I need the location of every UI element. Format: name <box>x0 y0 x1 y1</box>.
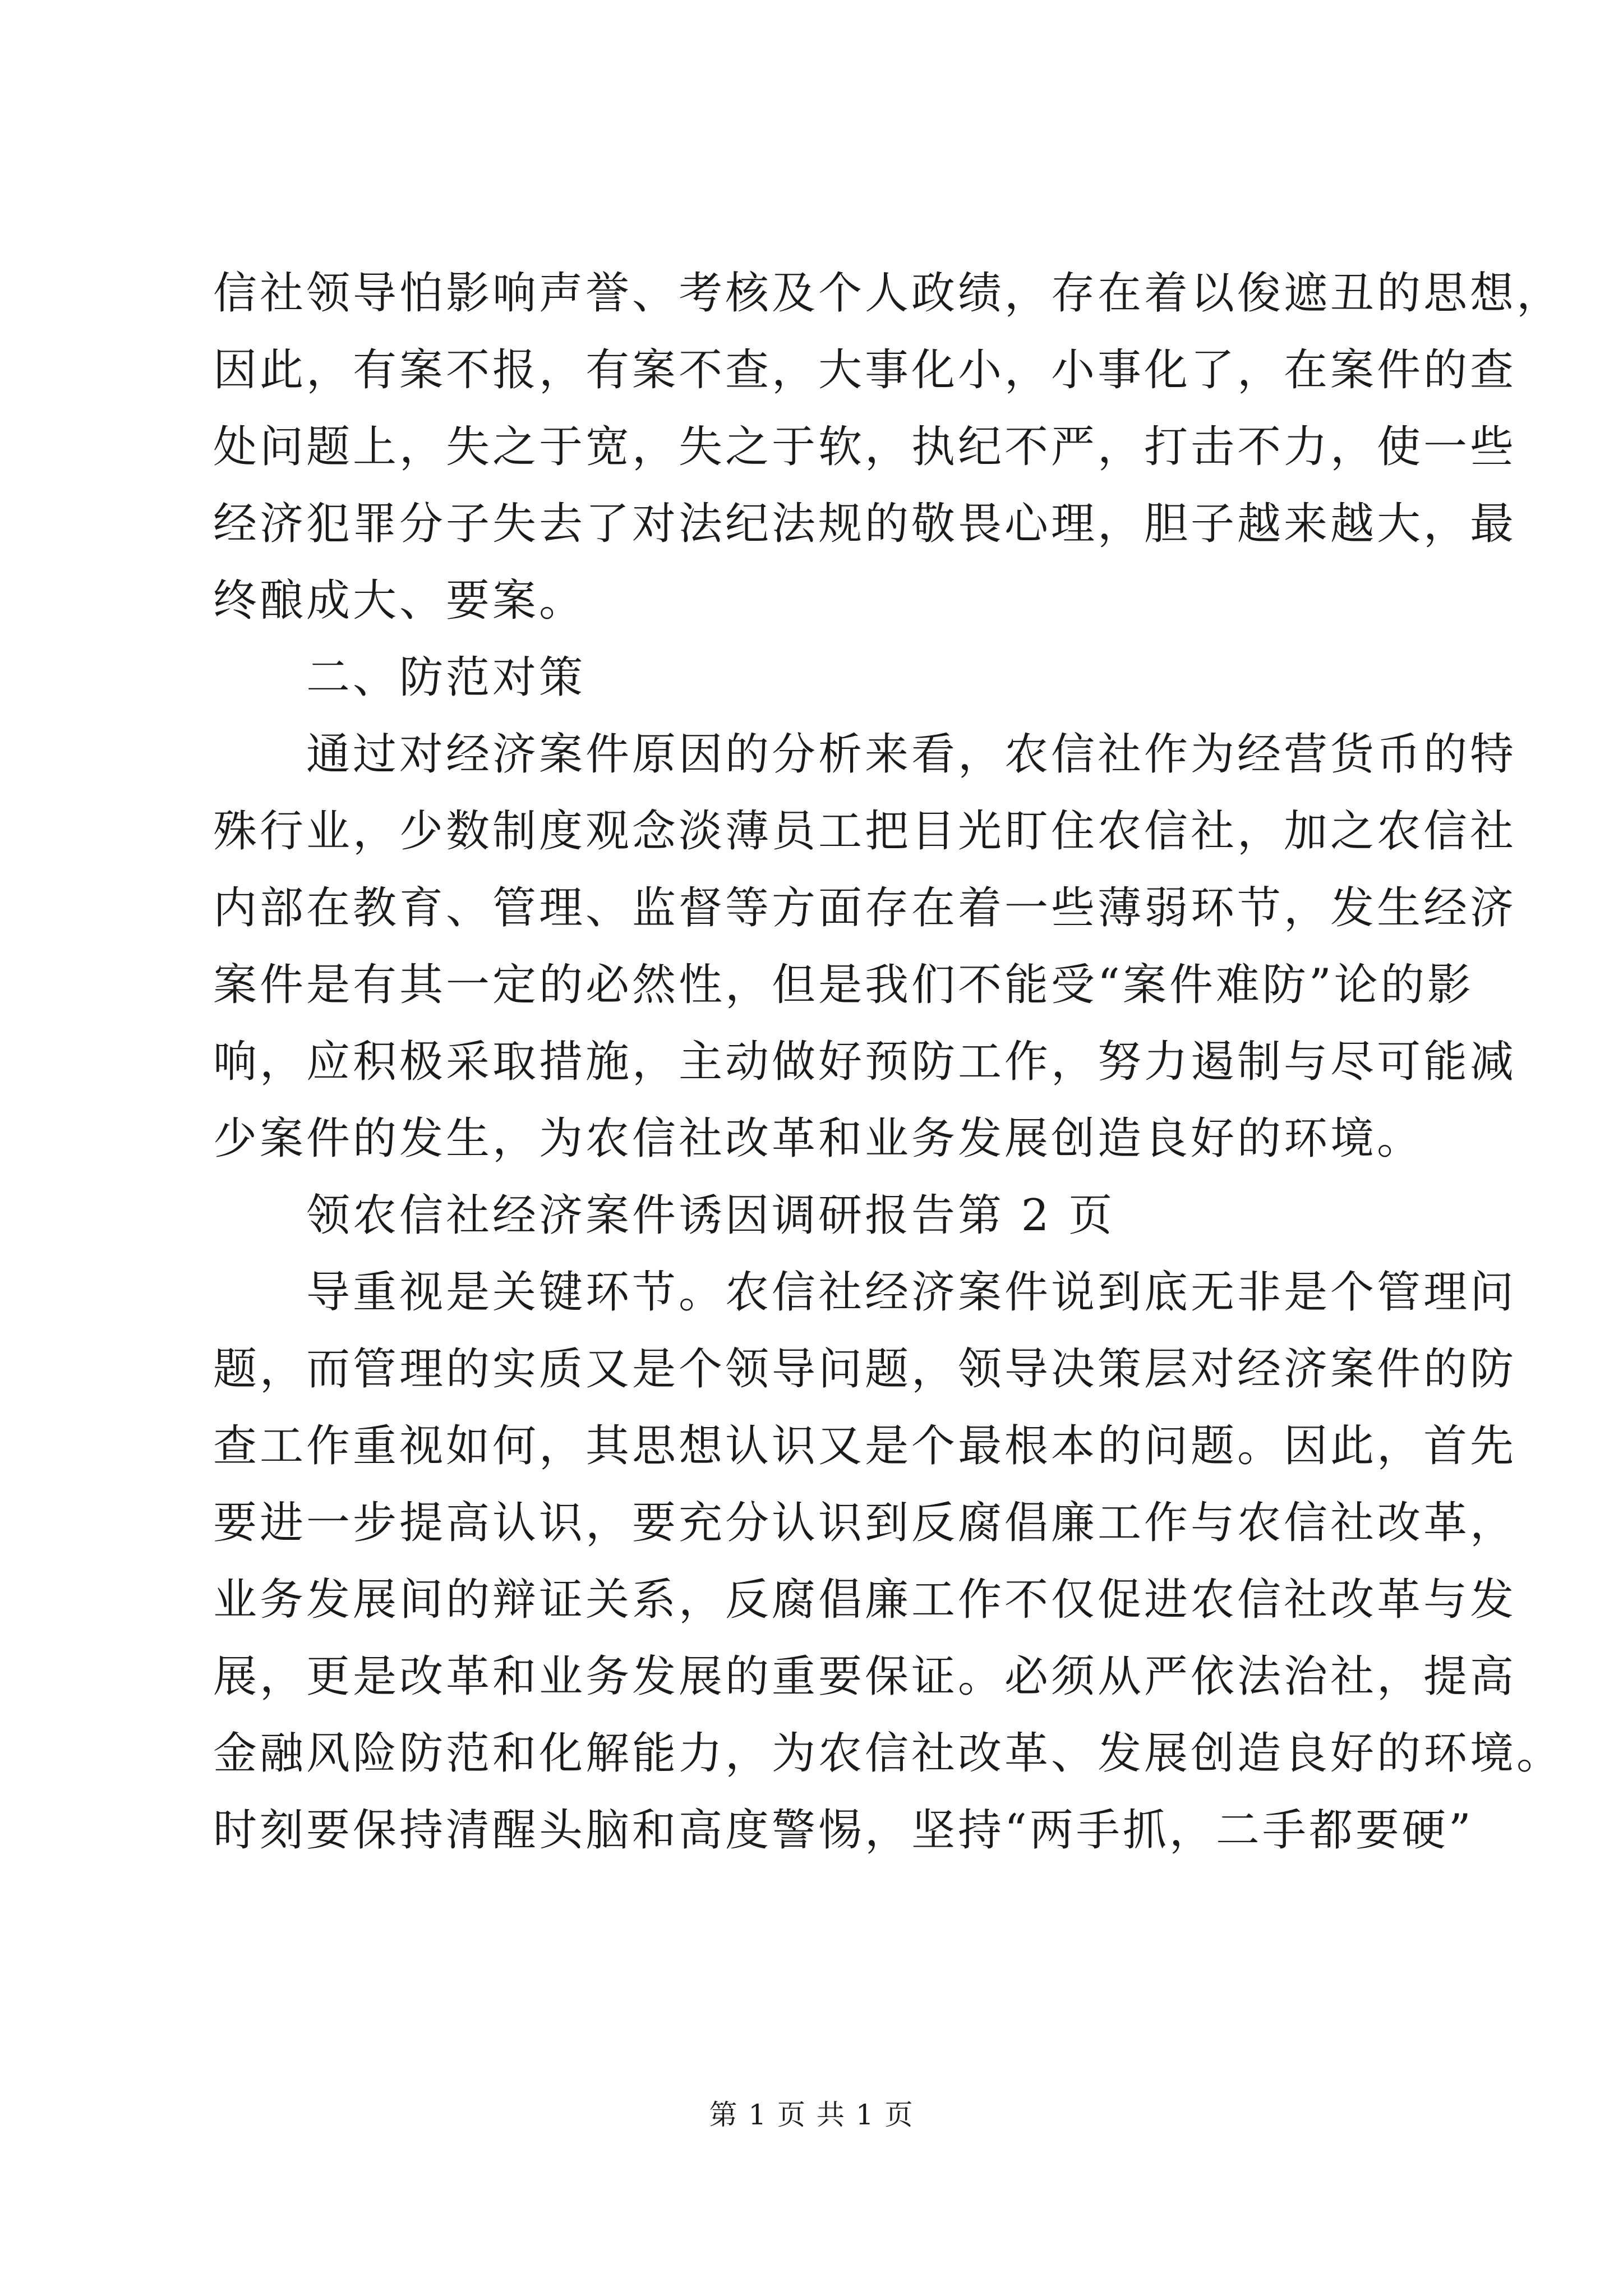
text-line: 因此，有案不报，有案不查，大事化小，小事化了，在案件的查 <box>213 345 1517 395</box>
text-line: 金融风险防范和化解能力，为农信社改革、发展创造良好的环境。 <box>213 1728 1564 1779</box>
text-line: 通过对经济案件原因的分析来看，农信社作为经营货币的特 <box>306 729 1517 780</box>
document-body <box>213 255 1564 1869</box>
page-marker-line: 领农信社经济案件诱因调研报告第 2 页 <box>306 1190 1115 1241</box>
text-line: 经济犯罪分子失去了对法纪法规的敬畏心理，胆子越来越大，最 <box>213 499 1517 549</box>
text-line: 殊行业，少数制度观念淡薄员工把目光盯住农信社，加之农信社 <box>213 806 1517 857</box>
text-line: 题，而管理的实质又是个领导问题，领导决策层对经济案件的防 <box>213 1344 1517 1395</box>
text-line: 导重视是关键环节。农信社经济案件说到底无非是个管理问 <box>306 1267 1517 1318</box>
text-line: 时刻要保持清醒头脑和高度警惕，坚持“两手抓，二手都要硬” <box>213 1805 1474 1856</box>
text-line: 要进一步提高认识，要充分认识到反腐倡廉工作与农信社改革， <box>213 1498 1517 1548</box>
text-line: 少案件的发生，为农信社改革和业务发展创造良好的环境。 <box>213 1114 1424 1164</box>
text-line: 终酿成大、要案。 <box>213 576 586 626</box>
text-line: 内部在教育、管理、监督等方面存在着一些薄弱环节，发生经济 <box>213 883 1517 933</box>
text-line: 处问题上，失之于宽，失之于软，执纪不严，打击不力，使一些 <box>213 422 1517 472</box>
text-line: 响，应积极采取措施，主动做好预防工作，努力遏制与尽可能减 <box>213 1037 1517 1087</box>
text-line: 信社领导怕影响声誉、考核及个人政绩，存在着以俊遮丑的思想， <box>213 268 1564 319</box>
text-line: 业务发展间的辩证关系，反腐倡廉工作不仅促进农信社改革与发 <box>213 1575 1517 1625</box>
text-line: 展，更是改革和业务发展的重要保证。必须从严依法治社，提高 <box>213 1651 1517 1702</box>
text-line: 案件是有其一定的必然性，但是我们不能受“案件难防”论的影 <box>213 960 1474 1010</box>
text-line: 查工作重视如何，其思想认识又是个最根本的问题。因此，首先 <box>213 1421 1517 1471</box>
section-heading: 二、防范对策 <box>306 652 586 703</box>
page-footer: 第 1 页 共 1 页 <box>709 2099 914 2131</box>
